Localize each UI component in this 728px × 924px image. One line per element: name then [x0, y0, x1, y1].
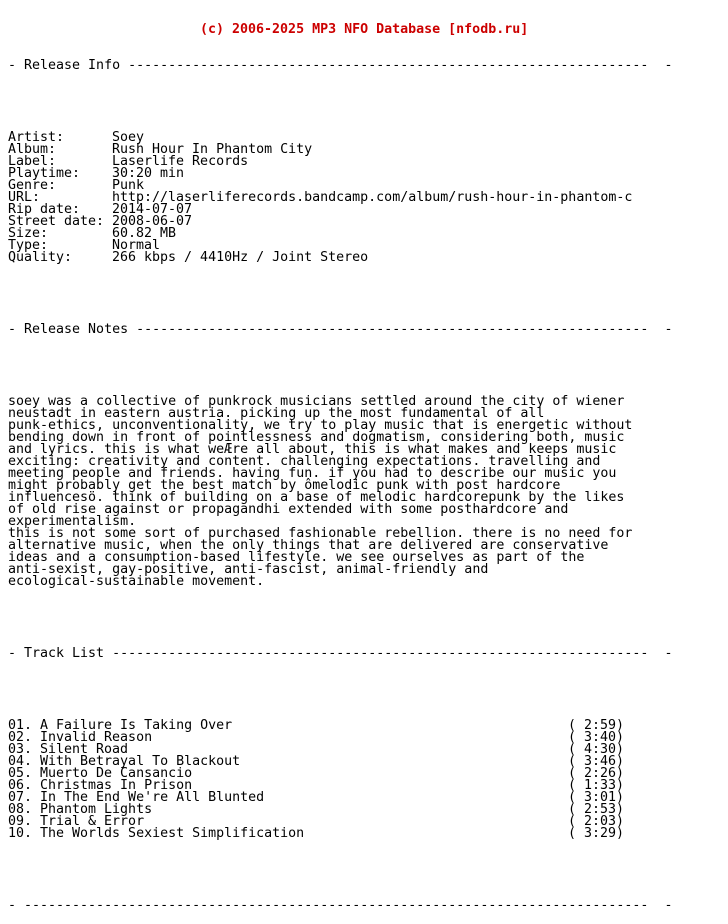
track-duration: ( 2:59)	[568, 718, 625, 733]
track-title: In The End We're All Blunted	[40, 790, 265, 805]
track-number: 09.	[8, 814, 33, 829]
banner-line	[8, 24, 724, 36]
track-title: With Betrayal To Blackout	[40, 754, 241, 769]
notes-line: experimentalism.	[8, 514, 137, 529]
track-number: 10.	[8, 826, 33, 841]
notes-line: of old rise against or propagandhi extended with some posthardcore and	[8, 502, 569, 517]
track-duration: ( 3:46)	[568, 754, 625, 769]
track-duration: ( 1:33)	[568, 778, 625, 793]
info-key: Street date:	[8, 214, 105, 229]
info-key: Rip date:	[8, 202, 81, 217]
track-number: 03.	[8, 742, 33, 757]
release-info-header: - Release Info ----------------------------------------------------------------- -	[8, 58, 673, 73]
release-notes-header: - Release Notes ---------------------------------------------------------------- -	[8, 322, 673, 337]
notes-line: influencesö. think of building on a base of melodic hardcorepunk by the likes	[8, 490, 625, 505]
track-title: The Worlds Sexiest Simplification	[40, 826, 305, 841]
notes-line: punk-ethics, unconventionality, we try to play music that is energetic without	[8, 418, 633, 433]
info-key: Size:	[8, 226, 49, 241]
notes-line: anti-sexist, gay-positive, anti-fascist, animal-friendly and	[8, 562, 489, 577]
info-key: URL:	[8, 190, 41, 205]
track-title: A Failure Is Taking Over	[40, 718, 233, 733]
track-duration: ( 4:30)	[568, 742, 625, 757]
notes-line: neustadt in eastern austria. picking up the most fundamental of all	[8, 406, 545, 421]
track-duration: ( 2:26)	[568, 766, 625, 781]
info-value: Soey	[112, 130, 145, 145]
notes-line: might probably get the best match by ômelodic punk with post hardcore	[8, 478, 561, 493]
info-value: http://laserliferecords.bandcamp.com/album/rush-hour-in-phantom-c	[112, 190, 633, 205]
info-value: Rush Hour In Phantom City	[112, 142, 313, 157]
info-row	[8, 252, 724, 264]
footer-rule: - ------------------------------------------------------------------------------ -	[8, 898, 673, 913]
spacer	[8, 288, 724, 300]
info-key: Quality:	[8, 250, 73, 265]
track-number: 05.	[8, 766, 33, 781]
info-key: Playtime:	[8, 166, 81, 181]
info-value: 30:20 min	[112, 166, 185, 181]
notes-line: this is not some sort of purchased fashionable rebellion. there is no need for	[8, 526, 633, 541]
track-list-block	[8, 720, 724, 840]
info-value: Punk	[112, 178, 145, 193]
notes-line: soey was a collective of punkrock musicians settled around the city of wiener	[8, 394, 625, 409]
track-list-header: - Track List ------------------------------------------------------------------- -	[8, 646, 673, 661]
notes-line: bending down in front of pointlessness and dogmatism, considering both, music	[8, 430, 625, 445]
info-value: Laserlife Records	[112, 154, 249, 169]
track-number: 08.	[8, 802, 33, 817]
release-info-block	[8, 132, 724, 264]
notes-line: ecological-sustainable movement.	[8, 574, 265, 589]
release-notes-block	[8, 396, 724, 588]
spacer	[8, 684, 724, 696]
spacer	[8, 96, 724, 108]
track-title: Trial & Error	[40, 814, 145, 829]
track-duration: ( 3:40)	[568, 730, 625, 745]
notes-line: meeting people and friends. having fun. if you had to describe our music you	[8, 466, 617, 481]
track-duration: ( 3:29)	[568, 826, 625, 841]
track-number: 06.	[8, 778, 33, 793]
info-value: Normal	[112, 238, 161, 253]
spacer	[8, 864, 724, 876]
track-title: Invalid Reason	[40, 730, 153, 745]
track-duration: ( 3:01)	[568, 790, 625, 805]
info-value: 266 kbps / 4410Hz / Joint Stereo	[112, 250, 369, 265]
track-title: Christmas In Prison	[40, 778, 193, 793]
track-duration: ( 2:53)	[568, 802, 625, 817]
track-duration: ( 2:03)	[568, 814, 625, 829]
notes-line: exciting: creativity and content. challenging expectations. travelling and	[8, 454, 601, 469]
track-title: Muerto De Cansancio	[40, 766, 193, 781]
notes-line: ideas and a consumption-based lifestyle. we see ourselves as part of the	[8, 550, 585, 565]
track-number: 07.	[8, 790, 33, 805]
info-key: Type:	[8, 238, 49, 253]
track-number: 04.	[8, 754, 33, 769]
info-value: 60.82 MB	[112, 226, 177, 241]
info-key: Label:	[8, 154, 57, 169]
info-key: Genre:	[8, 178, 57, 193]
nfo-document	[8, 0, 724, 924]
spacer	[8, 612, 724, 624]
notes-line: alternative music, when the only things that are delivered are conservative	[8, 538, 609, 553]
info-value: 2014-07-07	[112, 202, 193, 217]
info-key: Artist:	[8, 130, 65, 145]
spacer	[8, 360, 724, 372]
info-value: 2008-06-07	[112, 214, 193, 229]
track-number: 01.	[8, 718, 33, 733]
track-number: 02.	[8, 730, 33, 745]
track-title: Phantom Lights	[40, 802, 153, 817]
track-title: Silent Road	[40, 742, 129, 757]
site-banner: (c) 2006-2025 MP3 NFO Database [nfodb.ru]	[200, 22, 529, 37]
track-row	[8, 828, 724, 840]
info-key: Album:	[8, 142, 57, 157]
notes-line: and lyrics. this is what weÆre all about, this is what makes and keeps music	[8, 442, 617, 457]
